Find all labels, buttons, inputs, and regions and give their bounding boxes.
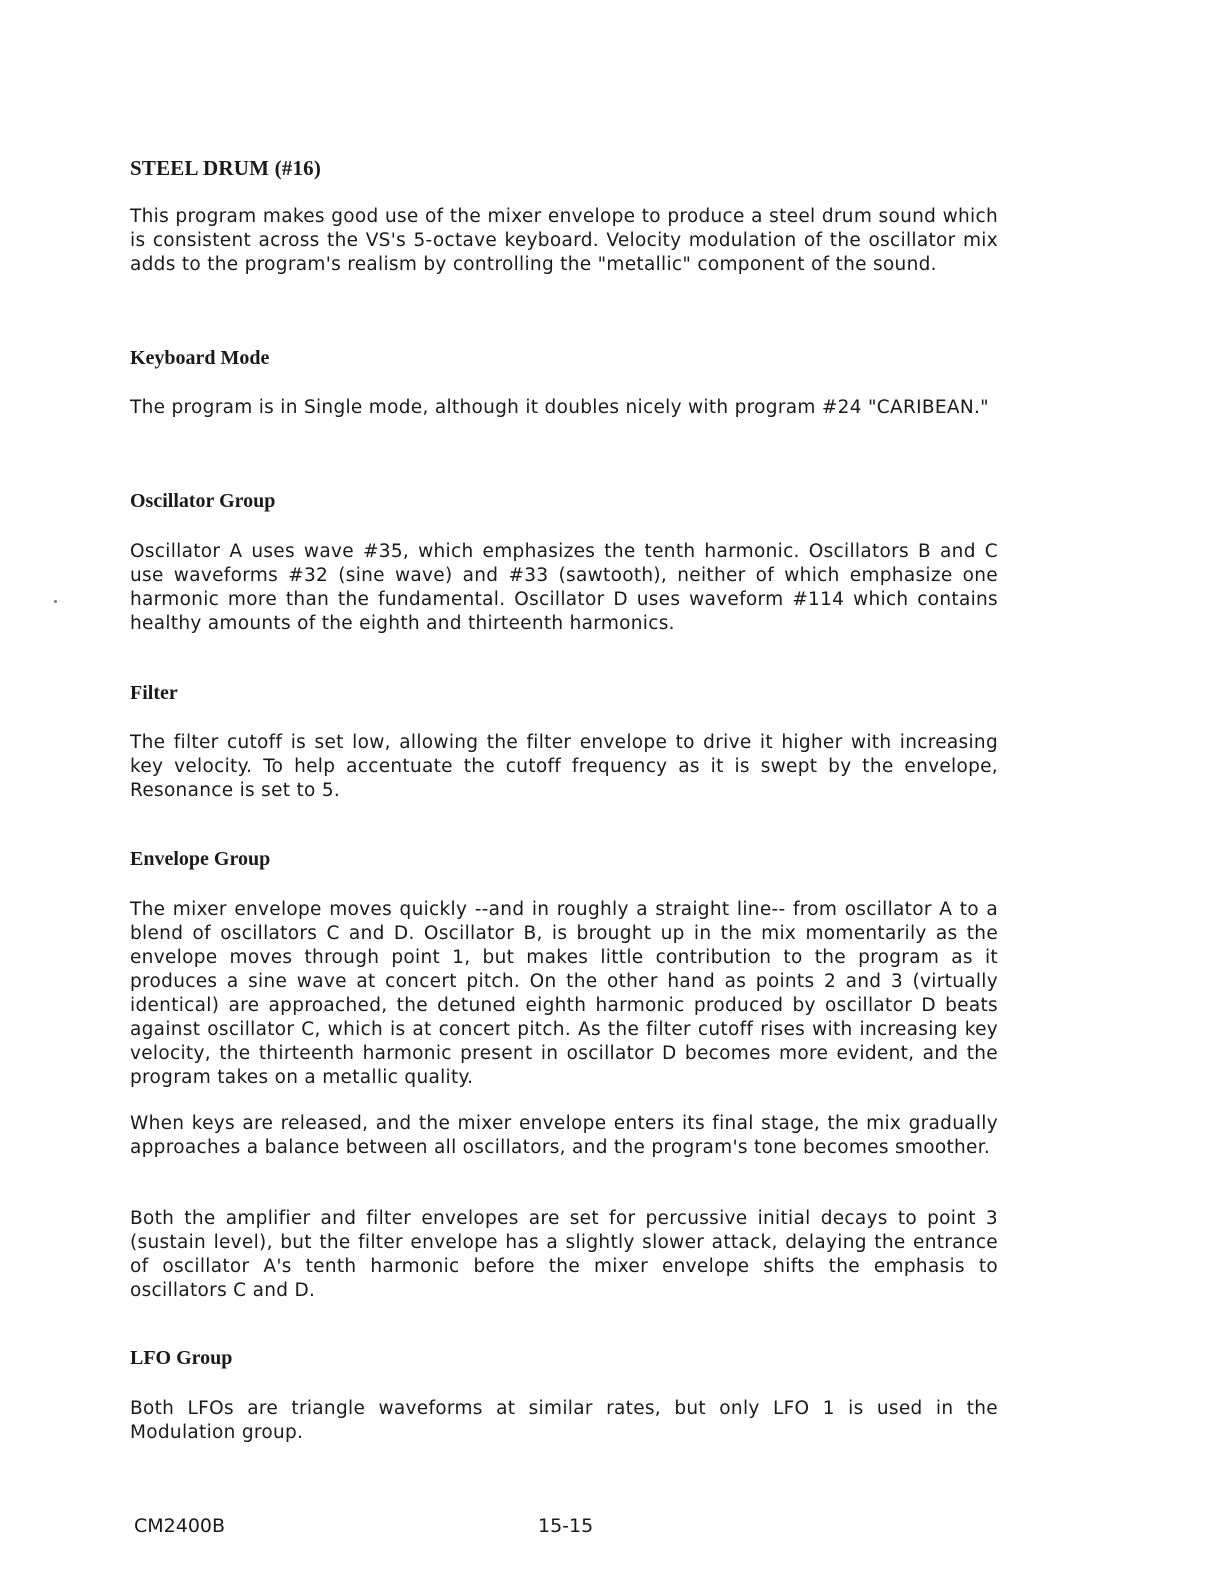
section-heading-envelope-group: Envelope Group [130, 848, 271, 870]
section-heading-filter: Filter [130, 682, 178, 704]
section-paragraph: The mixer envelope moves quickly --and in roughly a straight line-- from oscillator A to a blend of oscillators C and D. Oscillator B, is brought up in the mix momentarily as the envelope moves through point 1, but makes little contribution to the program as it produces a sine wave at concert pitch. On the other hand as points 2 and 3 (virtually identical) are approached, the detuned eighth harmonic produced by oscillator D beats against oscillator C, which is at concert pitch. As the filter cutoff rises with increasing key velocity, the thirteenth harmonic present in oscillator D becomes more evident, and the program takes on a metallic quality. [130, 899, 998, 1088]
section-paragraph: Both LFOs are triangle waveforms at similar rates, but only LFO 1 is used in the Modulation group. [130, 1398, 998, 1443]
section-heading-lfo-group: LFO Group [130, 1347, 233, 1369]
section-heading-oscillator-group: Oscillator Group [130, 490, 276, 512]
footer-page-number: 15-15 [538, 1515, 594, 1537]
footer-doc-code: CM2400B [134, 1515, 226, 1537]
section-paragraph: When keys are released, and the mixer envelope enters its final stage, the mix gradually approaches a balance between all oscillators, and the program's tone becomes smoother. [130, 1113, 998, 1158]
section-paragraph: The program is in Single mode, although it doubles nicely with program #24 "CARIBEAN." [130, 397, 989, 418]
intro-paragraph: This program makes good use of the mixer envelope to produce a steel drum sound which is consistent across the VS's 5-octave keyboard. Velocity modulation of the oscillator mix adds to the program's realism by controlling the "metallic" component of the sound. [130, 206, 998, 275]
page-title: STEEL DRUM (#16) [130, 156, 322, 180]
section-paragraph: Oscillator A uses wave #35, which emphasizes the tenth harmonic. Oscillators B and C use waveforms #32 (sine wave) and #33 (sawtooth), neither of which emphasize one harmonic more than the fundamental. Oscillator D uses waveform #114 which contains healthy amounts of the eighth and thirteenth harmonics. [130, 541, 998, 634]
section-paragraph: The filter cutoff is set low, allowing the filter envelope to drive it higher with increasing key velocity. To help accentuate the cutoff frequency as it is swept by the envelope, Resonance is set to 5. [130, 732, 998, 801]
section-paragraph: Both the amplifier and filter envelopes are set for percussive initial decays to point 3 (sustain level), but the filter envelope has a slightly slower attack, delaying the entrance of oscillator A's tenth harmonic before the mixer envelope shifts the emphasis to oscillators C and D. [130, 1208, 998, 1301]
section-heading-keyboard-mode: Keyboard Mode [130, 347, 270, 369]
scan-speck [54, 600, 57, 603]
document-page [130, 0, 1000, 1584]
